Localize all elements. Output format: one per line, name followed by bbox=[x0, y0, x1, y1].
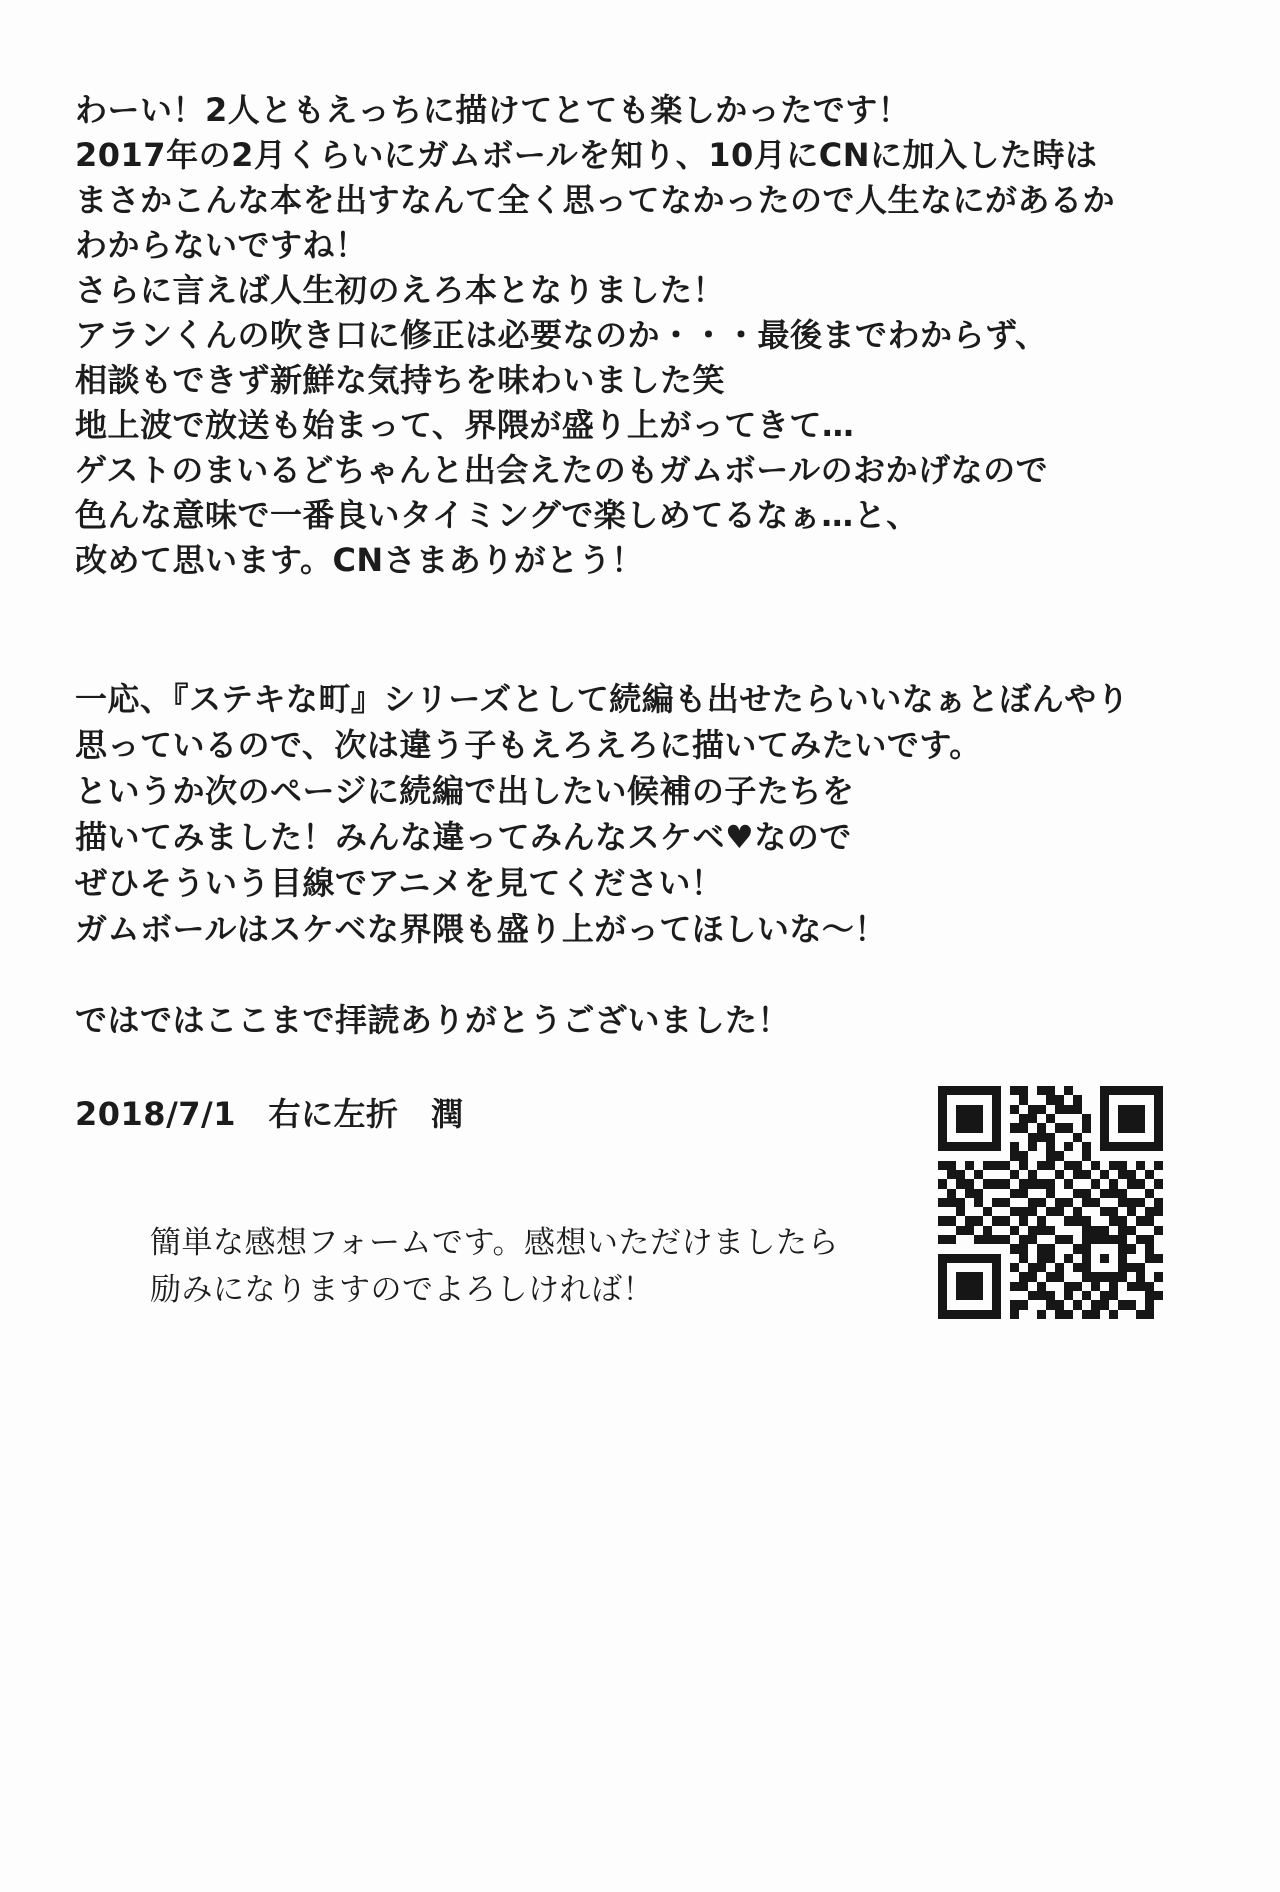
text-line: 2017年の2月くらいにガムボールを知り、10月にCNに加入した時は bbox=[75, 136, 1098, 174]
text-line: 描いてみました！みんな違ってみんなスケベ♥なので bbox=[75, 818, 852, 856]
text-line: 地上波で放送も始まって、界隈が盛り上がってきて… bbox=[75, 406, 855, 444]
afterword-paragraph-2 bbox=[75, 676, 1129, 952]
afterword-paragraph-1 bbox=[75, 88, 1115, 583]
text-line: わからないですね！ bbox=[75, 226, 368, 264]
text-line: 色んな意味で一番良いタイミングで楽しめてるなぁ…と、 bbox=[75, 496, 919, 534]
text-line: アランくんの吹き口に修正は必要なのか・・・最後までわからず、 bbox=[75, 316, 1048, 354]
text-line: ガムボールはスケベな界隈も盛り上がってほしいな〜！ bbox=[75, 910, 887, 948]
text-line: ぜひそういう目線でアニメを見てください！ bbox=[75, 864, 724, 902]
text-line: 励みになりますのでよろしければ！ bbox=[150, 1272, 654, 1308]
text-line: というか次のページに続編で出したい候補の子たちを bbox=[75, 772, 855, 810]
text-line: 改めて思います。CNさまありがとう！ bbox=[75, 541, 644, 579]
qr-code-icon bbox=[938, 1086, 1163, 1319]
text-line: まさかこんな本を出すなんて全く思ってなかったので人生なにがあるか bbox=[75, 181, 1116, 219]
text-line: 思っているので、次は違う子もえろえろに描いてみたいです。 bbox=[75, 726, 982, 764]
text-line: 簡単な感想フォームです。感想いただけましたら bbox=[150, 1225, 839, 1261]
date-signature-line: 2018/7/1 右に左折 潤 bbox=[75, 1095, 464, 1133]
text-line: ゲストのまいるどちゃんと出会えたのもガムボールのおかげなので bbox=[75, 451, 1049, 489]
text-line: さらに言えば人生初のえろ本となりました！ bbox=[75, 271, 726, 309]
closing-line: ではではここまで拝読ありがとうございました！ bbox=[75, 1001, 791, 1039]
feedback-form-note bbox=[150, 1220, 839, 1314]
text-line: 一応、『ステキな町』シリーズとして続編も出せたらいいなぁとぼんやり bbox=[75, 680, 1130, 718]
text-line: 相談もできず新鮮な気持ちを味わいました笑 bbox=[75, 361, 726, 399]
text-line: わーい！2人ともえっちに描けてとても楽しかったです！ bbox=[75, 91, 911, 129]
